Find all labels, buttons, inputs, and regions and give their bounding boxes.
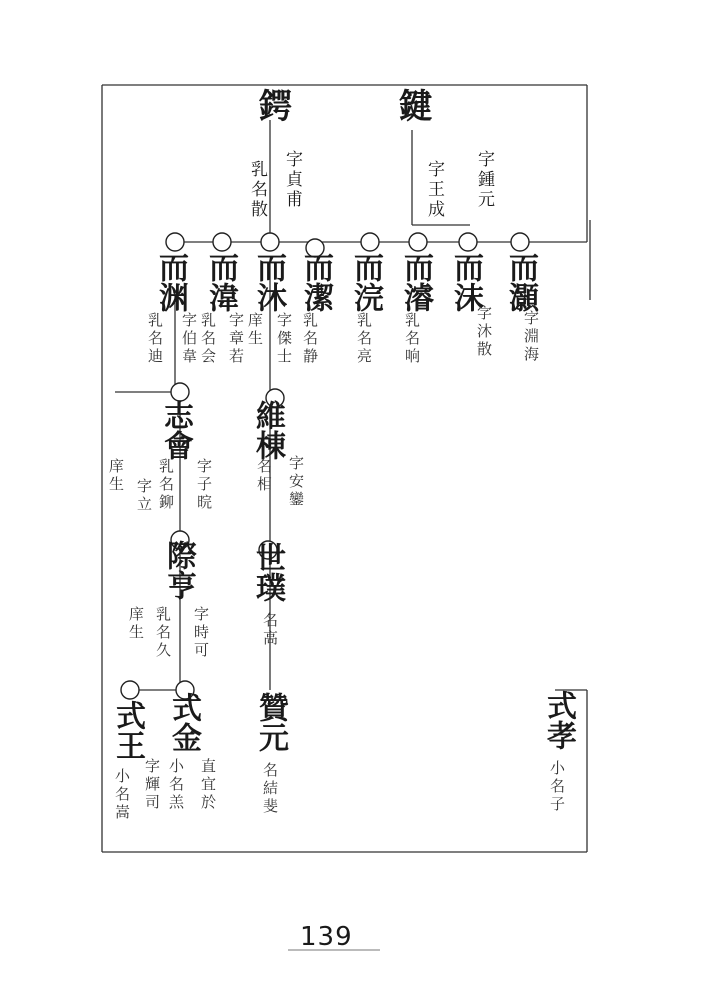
- gen2-note-6b: 乳名响: [403, 312, 421, 366]
- gen4-note-1a: 字時可: [192, 606, 210, 660]
- gen1-right-name: 鍵: [392, 88, 432, 124]
- gen4-name-2: 世璞: [250, 542, 285, 602]
- gen3-note-1c: 字立: [135, 478, 153, 514]
- gen5-note-1b: 小名羔: [167, 758, 185, 812]
- gen2-name-4: 而潔: [298, 252, 333, 312]
- gen5-note-4a: 小名子: [548, 760, 566, 814]
- gen5-name-1: 式金: [166, 692, 201, 752]
- gen5-name-4: 式孝: [541, 690, 576, 750]
- gen2-name-6: 而濬: [398, 252, 433, 312]
- gen1-left-name: 鍔: [252, 88, 292, 124]
- gen2-note-4a: 字傑士: [275, 312, 293, 366]
- gen2-note-3b: 庠生: [246, 312, 264, 348]
- gen2-note-1b: 乳名迪: [146, 312, 164, 366]
- gen1-right-note: 字鍾元: [474, 150, 494, 210]
- gen5-note-1c: 字輝司: [143, 758, 161, 812]
- gen4-note-1b: 乳名久: [154, 606, 172, 660]
- gen3-name-1: 志會: [158, 400, 193, 460]
- gen2-note-3a: 字章若: [227, 312, 245, 366]
- gen2-name-7: 而沫: [448, 252, 483, 312]
- gen5-note-2a: 小名嵩: [113, 768, 131, 822]
- gen4-name-1: 際亨: [161, 540, 196, 600]
- page-number: 139: [300, 922, 353, 952]
- gen2-note-5b: 乳名亮: [355, 312, 373, 366]
- gen5-note-3a: 名結斐: [261, 762, 279, 816]
- gen5-name-3: 贊元: [253, 692, 288, 752]
- gen3-note-1d: 庠生: [107, 458, 125, 494]
- gen2-name-1: 而渊: [153, 252, 188, 312]
- gen3-note-2a: 字安鑾: [287, 455, 305, 509]
- gen2-note-8a: 字淵海: [522, 310, 540, 364]
- gen2-note-7a: 字沐散: [475, 305, 493, 359]
- gen4-note-2a: 名高: [261, 612, 279, 648]
- gen3-note-1b: 乳名鉚: [157, 458, 175, 512]
- gen2-note-4b: 乳名静: [301, 312, 319, 366]
- gen3-note-2b: 名相: [255, 458, 273, 494]
- gen2-name-3: 而沐: [251, 252, 286, 312]
- gen2-note-2b: 乳名会: [199, 312, 217, 366]
- gen3-name-2: 維棟: [250, 400, 285, 460]
- gen5-name-2: 式王: [110, 700, 145, 760]
- gen5-note-1a: 直宜於: [199, 758, 217, 812]
- gen2-note-2a: 字伯韋: [180, 312, 198, 366]
- gen1-left-note: 字貞甫: [282, 150, 302, 210]
- gen3-note-1a: 字子晥: [195, 458, 213, 512]
- gen4-note-1c: 庠生: [127, 606, 145, 642]
- gen2-name-5: 而浣: [348, 252, 383, 312]
- gen2-name-2: 而湋: [203, 252, 238, 312]
- gen1-left-note2: 乳名散: [247, 160, 267, 220]
- gen2-name-8: 而灝: [503, 252, 538, 312]
- gen1-right-note2: 字王成: [424, 160, 444, 220]
